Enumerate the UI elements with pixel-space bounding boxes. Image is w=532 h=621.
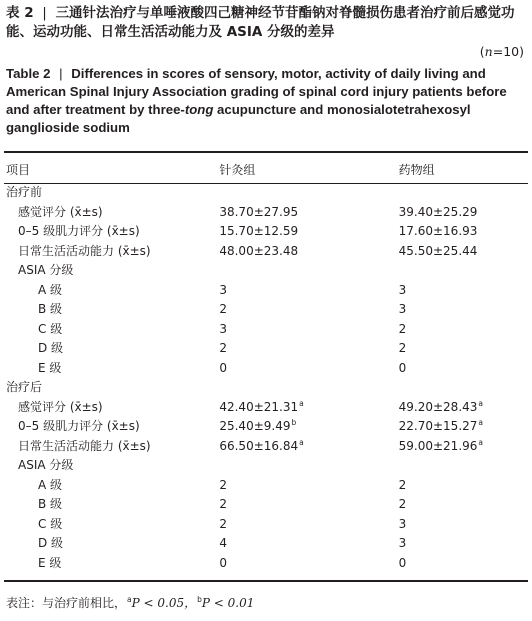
table-caption-chinese — [6, 4, 526, 42]
drug-value — [399, 495, 526, 515]
row-label: D 级 — [38, 341, 64, 355]
acupuncture-value-text: 66.50±16.84 — [219, 438, 299, 453]
drug-value — [399, 476, 526, 496]
acupuncture-value-text: 0 — [219, 555, 227, 570]
acupuncture-value — [219, 281, 398, 301]
drug-value-text: 2 — [398, 497, 407, 511]
acupuncture-value — [219, 437, 398, 457]
acupuncture-value-text: 3 — [219, 321, 227, 336]
acupuncture-value-text: 2 — [219, 341, 227, 355]
acupuncture-value — [219, 417, 398, 437]
acupuncture-value — [219, 222, 398, 242]
drug-value-text: 2 — [398, 477, 407, 492]
acupuncture-value-text: 42.40±21.31 — [219, 399, 299, 414]
row-label: ASIA 分级 — [18, 263, 74, 277]
table-row — [6, 203, 526, 223]
header-item: 项目 — [6, 163, 31, 177]
table-row — [6, 222, 526, 242]
acupuncture-value — [219, 183, 398, 203]
significance-mark: a — [478, 418, 484, 427]
acupuncture-value-text: 2 — [219, 516, 227, 531]
sample-size-value: =10) — [492, 44, 524, 59]
drug-value-text: 22.70±15.27 — [398, 419, 478, 433]
table-row — [6, 398, 526, 418]
table-row — [6, 417, 526, 437]
table-row — [6, 300, 526, 320]
drug-value-text: 17.60±16.93 — [398, 224, 478, 238]
acupuncture-value — [219, 320, 398, 340]
sample-size-open: ( — [479, 44, 485, 59]
drug-value — [399, 456, 526, 476]
acupuncture-value-text: 38.70±27.95 — [219, 204, 299, 219]
footnote-text-a: P < 0.05， — [131, 596, 197, 610]
drug-value-text: 2 — [398, 341, 407, 355]
acupuncture-value — [219, 534, 398, 554]
significance-mark: a — [478, 437, 484, 447]
acupuncture-value — [219, 261, 398, 281]
row-label: A 级 — [38, 477, 63, 492]
drug-value-text: 2 — [398, 321, 407, 336]
row-label: 日常生活活动能力 (x̄±s) — [18, 438, 151, 453]
drug-value — [399, 183, 526, 203]
row-label: B 级 — [38, 302, 63, 316]
drug-value-text: 49.20±28.43 — [398, 399, 478, 414]
table-row — [6, 242, 526, 262]
table-top-rule — [4, 151, 528, 153]
table-bottom-rule — [4, 580, 528, 582]
acupuncture-value — [219, 398, 398, 418]
acupuncture-value-text: 2 — [219, 302, 227, 316]
row-label: ASIA 分级 — [18, 458, 74, 472]
table-row — [6, 534, 526, 554]
table-row — [6, 554, 526, 574]
table-row — [6, 378, 526, 398]
row-label: 感觉评分 (x̄±s) — [18, 399, 103, 414]
acupuncture-value-text: 4 — [219, 536, 227, 550]
header-rule — [4, 183, 528, 184]
row-label: C 级 — [38, 321, 63, 336]
row-label: E 级 — [38, 360, 62, 375]
drug-value-text: 0 — [398, 360, 407, 375]
drug-value — [399, 320, 526, 340]
acupuncture-value-text: 3 — [219, 282, 227, 297]
footnote-prefix: 表注：与治疗前相比， — [6, 596, 127, 610]
caption-text-en-1: Differences in scores of sensory, motor, activity of daily living and American Spinal Injury Association grading of spinal cord injury patients before and after treatment by three- — [6, 66, 507, 117]
table-row — [6, 359, 526, 379]
table-row — [6, 476, 526, 496]
drug-value — [399, 378, 526, 398]
drug-value — [399, 515, 526, 535]
row-label: 治疗后 — [6, 380, 43, 394]
table-row — [6, 281, 526, 301]
acupuncture-value — [219, 456, 398, 476]
drug-value — [399, 242, 526, 262]
footnote-mark-b: b — [197, 595, 202, 604]
drug-value — [399, 359, 526, 379]
significance-mark: a — [478, 398, 484, 408]
acupuncture-value — [219, 378, 398, 398]
drug-value — [399, 417, 526, 437]
drug-value-text: 3 — [398, 516, 407, 531]
significance-mark: a — [299, 398, 304, 408]
row-label: 0–5 级肌力评分 (x̄±s) — [18, 419, 140, 433]
table-footnote — [6, 594, 254, 611]
row-label: C 级 — [38, 516, 63, 531]
significance-mark: b — [291, 418, 297, 427]
table-header-row — [6, 157, 526, 183]
drug-value — [399, 222, 526, 242]
acupuncture-value — [219, 242, 398, 262]
table-row — [6, 456, 526, 476]
header-acupuncture-group: 针灸组 — [219, 163, 256, 177]
drug-value-text: 45.50±25.44 — [398, 243, 478, 258]
drug-value — [399, 398, 526, 418]
caption-label: 表 2 — [6, 5, 34, 21]
row-label: 日常生活活动能力 (x̄±s) — [18, 243, 151, 258]
drug-value-text: 3 — [398, 536, 407, 550]
acupuncture-value-text: 15.70±12.59 — [219, 224, 299, 238]
row-label: 感觉评分 (x̄±s) — [18, 204, 103, 219]
drug-value — [399, 281, 526, 301]
table-row — [6, 261, 526, 281]
drug-value — [399, 203, 526, 223]
table-row — [6, 320, 526, 340]
table-row — [6, 183, 526, 203]
acupuncture-value-text: 25.40±9.49 — [219, 419, 291, 433]
acupuncture-value — [219, 554, 398, 574]
drug-value-text: 0 — [398, 555, 407, 570]
row-label: A 级 — [38, 282, 63, 297]
acupuncture-value-text: 0 — [219, 360, 227, 375]
footnote-text-b: P < 0.01 — [201, 596, 255, 610]
sample-size-variable: n — [484, 44, 493, 59]
sample-size-note — [480, 44, 524, 59]
header-drug-group: 药物组 — [398, 163, 435, 177]
acupuncture-value — [219, 359, 398, 379]
acupuncture-value-text: 2 — [219, 497, 227, 511]
caption-text: 三通针法治疗与单唾液酸四己糖神经节苷酯钠对脊髓损伤患者治疗前后感觉功能、运动功能、日常生活活动能力及 ASIA 分级的差异 — [6, 5, 515, 40]
acupuncture-value — [219, 339, 398, 359]
drug-value — [399, 554, 526, 574]
caption-separator-en: | — [59, 66, 63, 81]
drug-value — [399, 300, 526, 320]
caption-label-en: Table 2 — [6, 66, 51, 81]
acupuncture-value-text: 2 — [219, 477, 227, 492]
row-label: 治疗前 — [6, 185, 43, 199]
row-label: 0–5 级肌力评分 (x̄±s) — [18, 224, 140, 238]
table-row — [6, 437, 526, 457]
row-label: E 级 — [38, 555, 62, 570]
table-row — [6, 495, 526, 515]
significance-mark: a — [299, 437, 304, 447]
drug-value — [399, 437, 526, 457]
table-row — [6, 339, 526, 359]
table-caption-english — [6, 65, 526, 137]
acupuncture-value — [219, 515, 398, 535]
drug-value-text: 3 — [398, 282, 407, 297]
acupuncture-value-text: 48.00±23.48 — [219, 243, 299, 258]
results-table — [6, 157, 526, 573]
table-row — [6, 515, 526, 535]
caption-separator: | — [42, 5, 47, 21]
caption-text-en-italic: tong — [184, 102, 214, 117]
row-label: D 级 — [38, 536, 64, 550]
acupuncture-value — [219, 476, 398, 496]
drug-value-text: 3 — [398, 302, 407, 316]
drug-value-text: 59.00±21.96 — [398, 438, 478, 453]
drug-value — [399, 534, 526, 554]
row-label: B 级 — [38, 497, 63, 511]
acupuncture-value — [219, 300, 398, 320]
acupuncture-value — [219, 495, 398, 515]
drug-value — [399, 339, 526, 359]
drug-value — [399, 261, 526, 281]
footnote-mark-a: a — [127, 595, 132, 604]
caption-text-en-2: acupuncture and monosialotetrahexosyl ganglioside sodium — [6, 102, 471, 135]
acupuncture-value — [219, 203, 398, 223]
drug-value-text: 39.40±25.29 — [398, 204, 478, 219]
table-body — [6, 183, 526, 573]
